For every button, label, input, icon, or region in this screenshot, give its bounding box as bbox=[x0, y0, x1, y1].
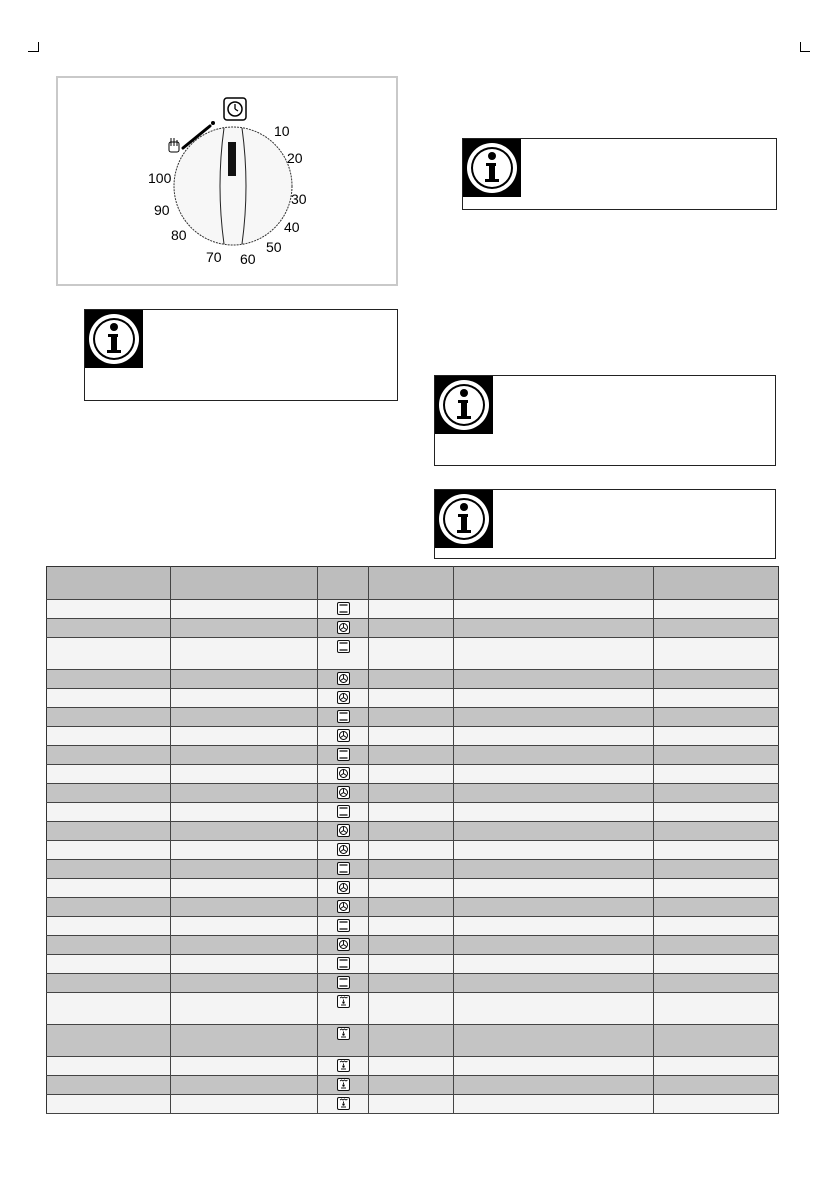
table-cell bbox=[654, 689, 779, 708]
table-cell bbox=[454, 727, 654, 746]
table-cell bbox=[171, 1076, 318, 1095]
table-cell bbox=[454, 1025, 654, 1057]
table-cell bbox=[654, 1057, 779, 1076]
table-cell bbox=[318, 746, 369, 765]
table-cell bbox=[171, 1057, 318, 1076]
table-cell bbox=[171, 689, 318, 708]
table-cell bbox=[454, 638, 654, 670]
dial-label-100: 100 bbox=[148, 170, 172, 186]
table-cell bbox=[318, 638, 369, 670]
table-cell bbox=[454, 784, 654, 803]
top-bottom-heat-icon bbox=[337, 862, 350, 875]
table-cell bbox=[454, 1095, 654, 1114]
info-note bbox=[434, 489, 776, 559]
table-cell bbox=[654, 784, 779, 803]
table-cell bbox=[654, 1076, 779, 1095]
table-cell bbox=[171, 1025, 318, 1057]
table-cell bbox=[47, 803, 171, 822]
table-cell bbox=[454, 1076, 654, 1095]
hand-icon bbox=[169, 138, 179, 152]
table-cell bbox=[369, 936, 454, 955]
table-cell bbox=[318, 860, 369, 879]
table-cell bbox=[369, 1025, 454, 1057]
table-cell bbox=[318, 955, 369, 974]
top-bottom-heat-icon bbox=[337, 640, 350, 653]
table-cell bbox=[171, 708, 318, 727]
fan-heat-icon bbox=[337, 843, 350, 856]
grill-fan-icon bbox=[337, 995, 350, 1008]
table-cell bbox=[654, 746, 779, 765]
table-cell bbox=[454, 689, 654, 708]
table-cell bbox=[369, 898, 454, 917]
table-cell bbox=[369, 784, 454, 803]
table-cell bbox=[171, 784, 318, 803]
table-cell bbox=[454, 1057, 654, 1076]
table-cell bbox=[171, 955, 318, 974]
column-header bbox=[369, 567, 454, 600]
table-cell bbox=[47, 841, 171, 860]
table-cell bbox=[654, 708, 779, 727]
table-cell bbox=[318, 1076, 369, 1095]
table-cell bbox=[318, 1025, 369, 1057]
table-cell bbox=[171, 974, 318, 993]
top-bottom-heat-icon bbox=[337, 976, 350, 989]
table-cell bbox=[318, 1057, 369, 1076]
table-cell bbox=[47, 708, 171, 727]
table-cell bbox=[369, 860, 454, 879]
table-cell bbox=[47, 765, 171, 784]
table-cell bbox=[369, 879, 454, 898]
table-cell bbox=[454, 765, 654, 784]
table-cell bbox=[369, 1057, 454, 1076]
table-cell bbox=[47, 993, 171, 1025]
table-cell bbox=[47, 860, 171, 879]
grill-fan-icon bbox=[337, 1078, 350, 1091]
table-row bbox=[47, 746, 779, 765]
table-cell bbox=[171, 765, 318, 784]
top-bottom-heat-icon bbox=[337, 602, 350, 615]
table-row bbox=[47, 974, 779, 993]
table-row bbox=[47, 917, 779, 936]
table-cell bbox=[454, 746, 654, 765]
table-row bbox=[47, 822, 779, 841]
table-cell bbox=[318, 600, 369, 619]
table-cell bbox=[369, 955, 454, 974]
table-cell bbox=[47, 1057, 171, 1076]
table-cell bbox=[654, 993, 779, 1025]
table-cell bbox=[171, 803, 318, 822]
table-cell bbox=[47, 746, 171, 765]
table-cell bbox=[369, 619, 454, 638]
table-cell bbox=[369, 670, 454, 689]
table-cell bbox=[454, 708, 654, 727]
table-cell bbox=[318, 803, 369, 822]
column-header bbox=[318, 567, 369, 600]
table-row bbox=[47, 765, 779, 784]
table-row bbox=[47, 955, 779, 974]
top-bottom-heat-icon bbox=[337, 748, 350, 761]
dial-label-80: 80 bbox=[171, 227, 187, 243]
column-header bbox=[47, 567, 171, 600]
dial-label-30: 30 bbox=[291, 191, 307, 207]
table-cell bbox=[47, 955, 171, 974]
table-row bbox=[47, 803, 779, 822]
table-row bbox=[47, 638, 779, 670]
clock-icon bbox=[224, 98, 246, 120]
table-row bbox=[47, 1095, 779, 1114]
table-cell bbox=[654, 803, 779, 822]
table-cell bbox=[369, 1076, 454, 1095]
column-header bbox=[171, 567, 318, 600]
table-header-row bbox=[47, 567, 779, 600]
table-cell bbox=[454, 600, 654, 619]
fan-heat-icon bbox=[337, 621, 350, 634]
table-cell bbox=[369, 727, 454, 746]
table-cell bbox=[47, 689, 171, 708]
fan-heat-icon bbox=[337, 938, 350, 951]
top-bottom-heat-icon bbox=[337, 919, 350, 932]
table-cell bbox=[654, 765, 779, 784]
table-cell bbox=[318, 822, 369, 841]
timer-dial-illustration bbox=[56, 76, 398, 286]
table-row bbox=[47, 784, 779, 803]
fan-heat-icon bbox=[337, 767, 350, 780]
table-cell bbox=[318, 727, 369, 746]
column-header bbox=[454, 567, 654, 600]
table-cell bbox=[171, 993, 318, 1025]
table-cell bbox=[171, 879, 318, 898]
cooking-table bbox=[46, 566, 779, 1114]
table-cell bbox=[369, 917, 454, 936]
table-cell bbox=[654, 936, 779, 955]
table-row bbox=[47, 727, 779, 746]
table-cell bbox=[318, 936, 369, 955]
table-row bbox=[47, 898, 779, 917]
fan-heat-icon bbox=[337, 824, 350, 837]
table-cell bbox=[318, 841, 369, 860]
table-cell bbox=[318, 619, 369, 638]
table-cell bbox=[654, 670, 779, 689]
table-cell bbox=[171, 841, 318, 860]
table-cell bbox=[318, 708, 369, 727]
table-cell bbox=[318, 670, 369, 689]
table-row bbox=[47, 1076, 779, 1095]
table-cell bbox=[654, 619, 779, 638]
table-cell bbox=[171, 638, 318, 670]
table-cell bbox=[369, 822, 454, 841]
table-cell bbox=[171, 746, 318, 765]
table-cell bbox=[454, 860, 654, 879]
table-cell bbox=[454, 841, 654, 860]
table-cell bbox=[454, 955, 654, 974]
table-row bbox=[47, 936, 779, 955]
table-cell bbox=[318, 689, 369, 708]
table-cell bbox=[318, 993, 369, 1025]
table-cell bbox=[318, 917, 369, 936]
table-cell bbox=[454, 879, 654, 898]
table-cell bbox=[47, 784, 171, 803]
table-cell bbox=[171, 917, 318, 936]
table-row bbox=[47, 879, 779, 898]
table-cell bbox=[454, 974, 654, 993]
table-cell bbox=[318, 765, 369, 784]
table-cell bbox=[369, 746, 454, 765]
table-cell bbox=[47, 1025, 171, 1057]
table-cell bbox=[171, 822, 318, 841]
table-cell bbox=[47, 1076, 171, 1095]
fan-heat-icon bbox=[337, 786, 350, 799]
dial-label-50: 50 bbox=[266, 239, 282, 255]
table-cell bbox=[47, 638, 171, 670]
info-note bbox=[462, 138, 777, 210]
table-cell bbox=[47, 898, 171, 917]
grill-fan-icon bbox=[337, 1097, 350, 1110]
table-row bbox=[47, 670, 779, 689]
table-cell bbox=[47, 879, 171, 898]
table-cell bbox=[369, 708, 454, 727]
table-cell bbox=[369, 638, 454, 670]
table-cell bbox=[454, 619, 654, 638]
table-cell bbox=[171, 619, 318, 638]
table-cell bbox=[318, 974, 369, 993]
fan-heat-icon bbox=[337, 729, 350, 742]
table-cell bbox=[654, 917, 779, 936]
table-cell bbox=[171, 860, 318, 879]
info-note bbox=[84, 309, 398, 401]
table-cell bbox=[369, 1095, 454, 1114]
table-cell bbox=[47, 936, 171, 955]
table-cell bbox=[654, 898, 779, 917]
table-row bbox=[47, 689, 779, 708]
table-cell bbox=[47, 619, 171, 638]
table-cell bbox=[318, 898, 369, 917]
table-cell bbox=[454, 936, 654, 955]
dial-label-70: 70 bbox=[206, 249, 222, 265]
dial-label-40: 40 bbox=[284, 219, 300, 235]
table-cell bbox=[369, 689, 454, 708]
table-cell bbox=[654, 822, 779, 841]
table-cell bbox=[454, 993, 654, 1025]
timer-dial-drawing bbox=[58, 78, 396, 284]
crop-mark-top-left bbox=[38, 42, 39, 52]
top-bottom-heat-icon bbox=[337, 805, 350, 818]
table-cell bbox=[47, 822, 171, 841]
top-bottom-heat-icon bbox=[337, 957, 350, 970]
table-cell bbox=[318, 784, 369, 803]
table-cell bbox=[454, 898, 654, 917]
table-cell bbox=[454, 803, 654, 822]
table-cell bbox=[171, 727, 318, 746]
table-row bbox=[47, 708, 779, 727]
table-cell bbox=[654, 638, 779, 670]
info-icon bbox=[463, 139, 521, 197]
table-cell bbox=[47, 1095, 171, 1114]
table-cell bbox=[369, 974, 454, 993]
table-cell bbox=[654, 841, 779, 860]
table-cell bbox=[369, 765, 454, 784]
table-row bbox=[47, 619, 779, 638]
dial-label-90: 90 bbox=[154, 202, 170, 218]
table-cell bbox=[369, 600, 454, 619]
table-cell bbox=[47, 670, 171, 689]
fan-heat-icon bbox=[337, 691, 350, 704]
table-cell bbox=[47, 727, 171, 746]
table-cell bbox=[171, 1095, 318, 1114]
table-cell bbox=[454, 917, 654, 936]
table-cell bbox=[654, 727, 779, 746]
table-row bbox=[47, 841, 779, 860]
table-cell bbox=[318, 879, 369, 898]
table-cell bbox=[47, 974, 171, 993]
table-cell bbox=[654, 1095, 779, 1114]
grill-fan-icon bbox=[337, 1059, 350, 1072]
table-row bbox=[47, 860, 779, 879]
fan-heat-icon bbox=[337, 672, 350, 685]
table-cell bbox=[369, 993, 454, 1025]
column-header bbox=[654, 567, 779, 600]
table-row bbox=[47, 993, 779, 1025]
table-cell bbox=[654, 974, 779, 993]
dial-label-60: 60 bbox=[240, 251, 256, 267]
table-cell bbox=[454, 670, 654, 689]
table-cell bbox=[318, 1095, 369, 1114]
grill-fan-icon bbox=[337, 1027, 350, 1040]
table-cell bbox=[654, 860, 779, 879]
table-row bbox=[47, 1057, 779, 1076]
table-cell bbox=[47, 600, 171, 619]
crop-mark-top-left bbox=[28, 51, 38, 52]
dial-label-10: 10 bbox=[274, 123, 290, 139]
table-cell bbox=[171, 670, 318, 689]
table-cell bbox=[47, 917, 171, 936]
top-bottom-heat-icon bbox=[337, 710, 350, 723]
table-cell bbox=[369, 803, 454, 822]
crop-mark-top-right bbox=[800, 51, 810, 52]
info-icon bbox=[435, 376, 493, 434]
table-cell bbox=[171, 600, 318, 619]
table-row bbox=[47, 600, 779, 619]
table-cell bbox=[654, 600, 779, 619]
table-cell bbox=[654, 879, 779, 898]
table-cell bbox=[171, 898, 318, 917]
fan-heat-icon bbox=[337, 881, 350, 894]
fan-heat-icon bbox=[337, 900, 350, 913]
table-cell bbox=[369, 841, 454, 860]
info-icon bbox=[435, 490, 493, 548]
dial-label-20: 20 bbox=[287, 150, 303, 166]
info-icon bbox=[85, 310, 143, 368]
info-note bbox=[434, 375, 776, 466]
table-cell bbox=[654, 955, 779, 974]
table-row bbox=[47, 1025, 779, 1057]
table-cell bbox=[654, 1025, 779, 1057]
table-cell bbox=[454, 822, 654, 841]
table-cell bbox=[171, 936, 318, 955]
